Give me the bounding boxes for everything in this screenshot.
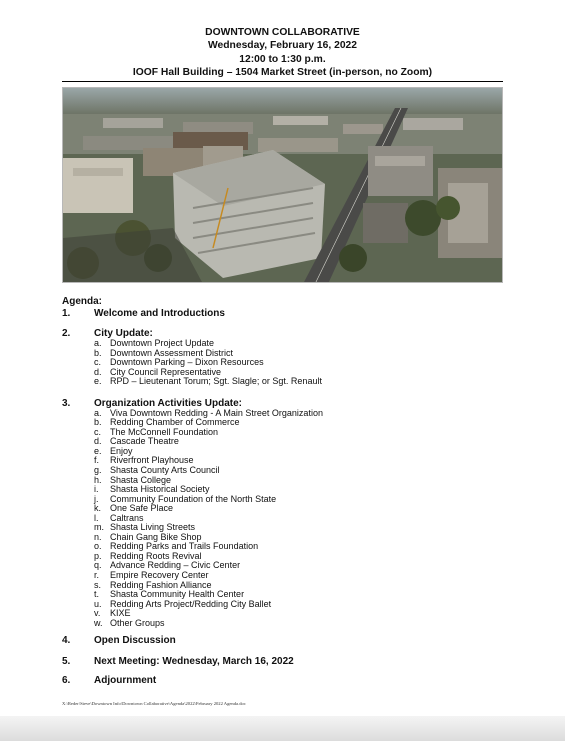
agenda-item-number: 4.: [62, 635, 71, 647]
agenda-subitem-text: Shasta College: [110, 474, 172, 485]
document-header: [0, 26, 565, 80]
agenda-subitem-letter: n.: [94, 531, 102, 542]
agenda-subitem-letter: r.: [94, 570, 100, 581]
agenda-item: [62, 656, 522, 667]
agenda-subitem-text: Downtown Assessment District: [110, 347, 234, 358]
agenda-subitem-letter: h.: [94, 474, 102, 485]
agenda-item-number: 2.: [62, 328, 71, 339]
agenda-subitem-text: Riverfront Playhouse: [110, 455, 194, 466]
agenda-subitem-letter: f.: [94, 455, 100, 466]
agenda-subitem-text: Empire Recovery Center: [110, 570, 209, 581]
agenda-subitem-text: Downtown Parking – Dixon Resources: [110, 357, 264, 368]
agenda-subitem-letter: d.: [94, 366, 102, 377]
agenda-subitem-letter: q.: [94, 560, 102, 571]
agenda-subitem-text: Shasta Living Streets: [110, 522, 196, 533]
viewer-bottom-bar: [0, 716, 565, 741]
meeting-date: Wednesday, February 16, 2022: [208, 40, 357, 52]
agenda-subitem-letter: g.: [94, 465, 102, 476]
agenda-subitem-text: Community Foundation of the North State: [110, 493, 277, 504]
agenda-item-title: City Update:: [94, 328, 153, 339]
agenda-subitem: [94, 504, 522, 514]
agenda-item: [62, 675, 522, 686]
meeting-time: 12:00 to 1:30 p.m.: [239, 53, 326, 65]
agenda-item-number: 1.: [62, 308, 71, 319]
agenda-item: [62, 398, 522, 629]
agenda-subitem-letter: e.: [94, 445, 102, 456]
agenda-subitem-letter: b.: [94, 417, 102, 428]
agenda-subitem-letter: k.: [94, 503, 102, 514]
agenda-item-title: Adjournment: [94, 675, 157, 687]
agenda-subitem-letter: c.: [94, 357, 102, 368]
agenda-item-title: Open Discussion: [94, 635, 176, 647]
aerial-photo: [62, 87, 503, 283]
agenda-label: Agenda:: [62, 296, 102, 307]
agenda-subitem-text: City Council Representative: [110, 366, 222, 377]
agenda-subitem-text: Shasta Historical Society: [110, 484, 210, 495]
agenda-item-title: Organization Activities Update:: [94, 397, 242, 409]
agenda-subitem: [94, 600, 522, 610]
agenda-subitem-text: Cascade Theatre: [110, 436, 179, 447]
agenda-subitem-text: Redding Chamber of Commerce: [110, 417, 240, 428]
agenda-subitem-letter: m.: [94, 522, 104, 533]
agenda-subitem-text: Advance Redding – Civic Center: [110, 560, 241, 571]
agenda-subitem-text: RPD – Lieutenant Torum; Sgt. Slagle; or Sgt. Renault: [110, 376, 322, 387]
agenda-item: [62, 308, 522, 319]
agenda-item-title: Next Meeting: Wednesday, March 16, 2022: [94, 656, 294, 668]
agenda-subitem-text: Chain Gang Bike Shop: [110, 531, 202, 542]
agenda-subitem-text: Viva Downtown Redding - A Main Street Organization: [110, 407, 323, 418]
agenda-subitem-letter: p.: [94, 550, 102, 561]
agenda-subitem-letter: e.: [94, 376, 102, 387]
agenda-list: [62, 308, 522, 686]
agenda-subitem-letter: l.: [94, 512, 99, 523]
agenda-subitem-text: Redding Parks and Trails Foundation: [110, 541, 259, 552]
agenda-subitem-letter: a.: [94, 407, 102, 418]
agenda-subitem-text: One Safe Place: [110, 503, 174, 514]
agenda-subitem: [94, 619, 522, 629]
agenda-item: [62, 328, 522, 387]
agenda-subitem-letter: j.: [94, 493, 99, 504]
aerial-city-image: [63, 88, 503, 283]
agenda-subitem-letter: o.: [94, 541, 102, 552]
agenda-subitem-text: Enjoy: [110, 445, 133, 456]
agenda-subitem-text: Downtown Project Update: [110, 338, 215, 348]
agenda-item-number: 3.: [62, 397, 71, 409]
agenda-subitem-letter: v.: [94, 608, 101, 619]
meeting-location: IOOF Hall Building – 1504 Market Street (in-person, no Zoom): [132, 67, 433, 79]
file-path-footer: X:\Reder\Steve\Downtown Info\Downtown Collaborative\Agenda\2022\February 2022 Agenda.doc: [62, 701, 246, 706]
agenda-subitem-text: Shasta Community Health Center: [110, 589, 245, 600]
agenda-subitem-letter: c.: [94, 426, 102, 437]
agenda-subitem-letter: t.: [94, 589, 100, 600]
agenda-subitem-letter: d.: [94, 436, 102, 447]
agenda-subitem-text: Other Groups: [110, 617, 165, 628]
agenda-subitem-text: The McConnell Foundation: [110, 426, 219, 437]
agenda-subitem-list: [94, 409, 522, 629]
agenda-subitem-letter: s.: [94, 579, 102, 590]
agenda-subitem: [94, 377, 522, 387]
agenda-subitem-letter: a.: [94, 338, 102, 348]
agenda-subitem-letter: b.: [94, 347, 102, 358]
agenda-subitem-text: Redding Roots Revival: [110, 550, 202, 561]
agenda-subitem-text: Redding Fashion Alliance: [110, 579, 212, 590]
header-rule: [62, 81, 503, 82]
agenda-item-number: 5.: [62, 656, 71, 668]
agenda-subitem-text: Shasta County Arts Council: [110, 465, 220, 476]
agenda-subitem-letter: u.: [94, 598, 102, 609]
agenda-subitem-text: Caltrans: [110, 512, 144, 523]
agenda-subitem-text: Redding Arts Project/Redding City Ballet: [110, 598, 272, 609]
agenda-subitem-list: [94, 339, 522, 387]
agenda-subitem: [94, 437, 522, 447]
agenda-item: [62, 635, 522, 646]
agenda-subitem-text: KIXE: [110, 608, 131, 619]
agenda-subitem-letter: i.: [94, 484, 99, 495]
org-title: DOWNTOWN COLLABORATIVE: [205, 27, 360, 38]
agenda-subitem-letter: w.: [94, 617, 103, 628]
agenda-item-title: Welcome and Introductions: [94, 308, 225, 319]
agenda-item-number: 6.: [62, 675, 71, 687]
